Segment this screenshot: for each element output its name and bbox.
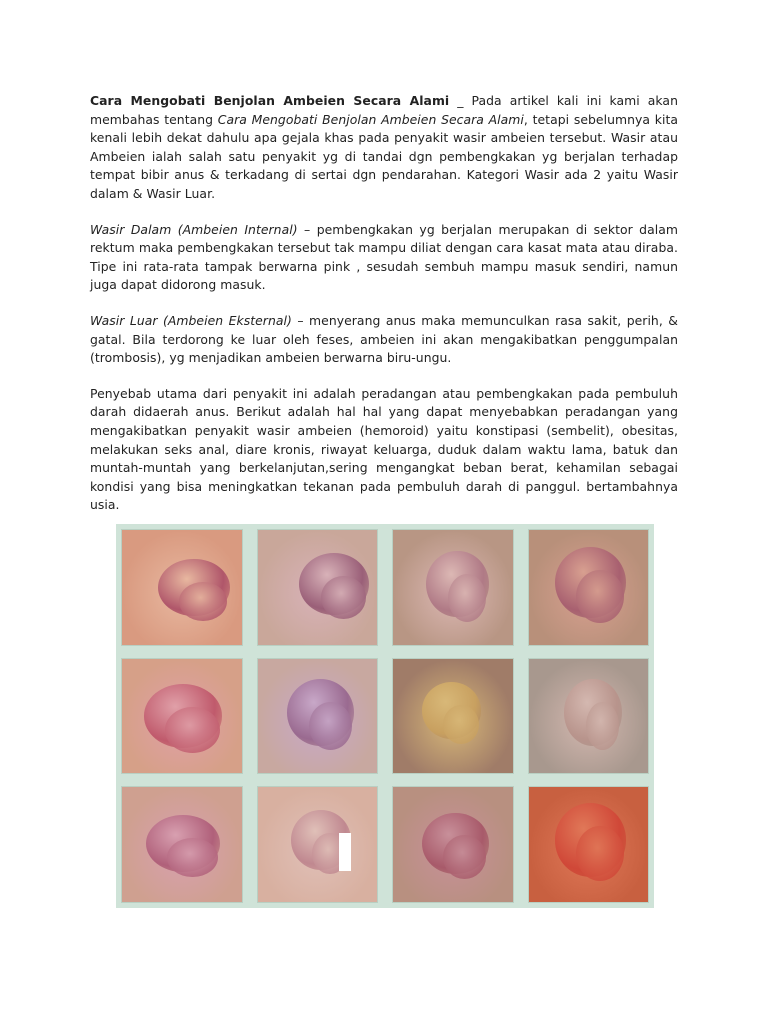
paragraph-wasir-dalam — [90, 221, 678, 295]
clinical-photo — [528, 529, 650, 646]
photo-subject-lobe — [443, 705, 479, 744]
article-body — [90, 92, 678, 532]
clinical-photo — [121, 786, 243, 903]
clinical-photo — [121, 529, 243, 646]
photo-grid — [121, 529, 649, 903]
article-title: Cara Mengobati Benjolan Ambeien Secara Alami — [90, 93, 450, 108]
clinical-photo — [392, 786, 514, 903]
intro-italic-title: Cara Mengobati Benjolan Ambeien Secara Alami — [217, 111, 524, 127]
penyebab-text: Penyebab utama dari penyakit ini adalah peradangan atau pembengkakan pada pembuluh darah didaerah anus. Berikut adalah hal hal yang dapat menyebabkan peradangan yang mengakibatkan penyakit wasir ambeien (hemoroid) yaitu konstipasi (sembelit), obesitas, melakukan seks anal, diare kronis, riwayat keluarga, duduk dalam waktu lama, batuk dan muntah-muntah yang berkelanjutan,sering mengangkat beban berat, kehamilan sebagai kondisi yang bisa meningkatkan tekanan pada pembuluh darah di panggul. bertambahnya usia. — [90, 385, 678, 513]
photo-subject-lobe — [179, 582, 227, 621]
clinical-photo — [392, 658, 514, 775]
photo-subject-lobe — [586, 702, 619, 750]
figure-notch — [339, 833, 351, 871]
clinical-photo — [121, 658, 243, 775]
intro-text-b: , tetapi sebelumnya kita kenali lebih dekat dahulu apa gejala khas pada penyakit wasir ambeien tersebut. Wasir atau Ambeien ialah salah satu penyakit yg di tandai dgn pembengkakan yg berjalan terhadap tempat bibir anus & terkadang di sertai dgn pendarahan. Kategori Wasir ada 2 yaitu Wasir dalam & Wasir Luar. — [90, 111, 678, 201]
photo-grid-figure — [116, 524, 654, 908]
paragraph-intro — [90, 92, 678, 204]
photo-subject-lobe — [167, 838, 217, 877]
photo-subject-lobe — [448, 574, 486, 622]
clinical-photo — [528, 786, 650, 903]
photo-subject-lobe — [576, 826, 624, 881]
photo-subject-lobe — [576, 570, 624, 623]
paragraph-penyebab — [90, 385, 678, 515]
clinical-photo — [257, 786, 379, 903]
wasir-dalam-heading: Wasir Dalam (Ambeien Internal) — [90, 221, 298, 237]
title-separator: _ — [449, 93, 472, 108]
wasir-luar-heading: Wasir Luar (Ambeien Eksternal) — [90, 312, 292, 328]
photo-subject-lobe — [165, 707, 220, 753]
photo-subject-lobe — [443, 835, 486, 879]
clinical-photo — [528, 658, 650, 775]
intro-text-a: Pada artikel kali ini kami akan membahas tentang — [90, 93, 678, 127]
wasir-dalam-text: – pembengkakan yg berjalan merupakan di sektor dalam rektum maka pembengkakan tersebut tak mampu diliat dengan cara kasat mata atau diraba. Tipe ini rata-rata tampak berwarna pink , sesudah sembuh mampu masuk sendiri, namun juga dapat didorong masuk. — [90, 221, 679, 293]
paragraph-wasir-luar — [90, 312, 678, 368]
clinical-photo — [257, 529, 379, 646]
wasir-luar-text: – menyerang anus maka memunculkan rasa sakit, perih, & gatal. Bila terdorong ke luar oleh feses, ambeien ini akan mengakibatkan penggumpalan (trombosis), yg menjadikan ambeien berwarna biru-ungu. — [90, 312, 678, 366]
clinical-photo — [257, 658, 379, 775]
photo-subject-lobe — [321, 576, 366, 620]
photo-subject-lobe — [309, 702, 352, 750]
clinical-photo — [392, 529, 514, 646]
